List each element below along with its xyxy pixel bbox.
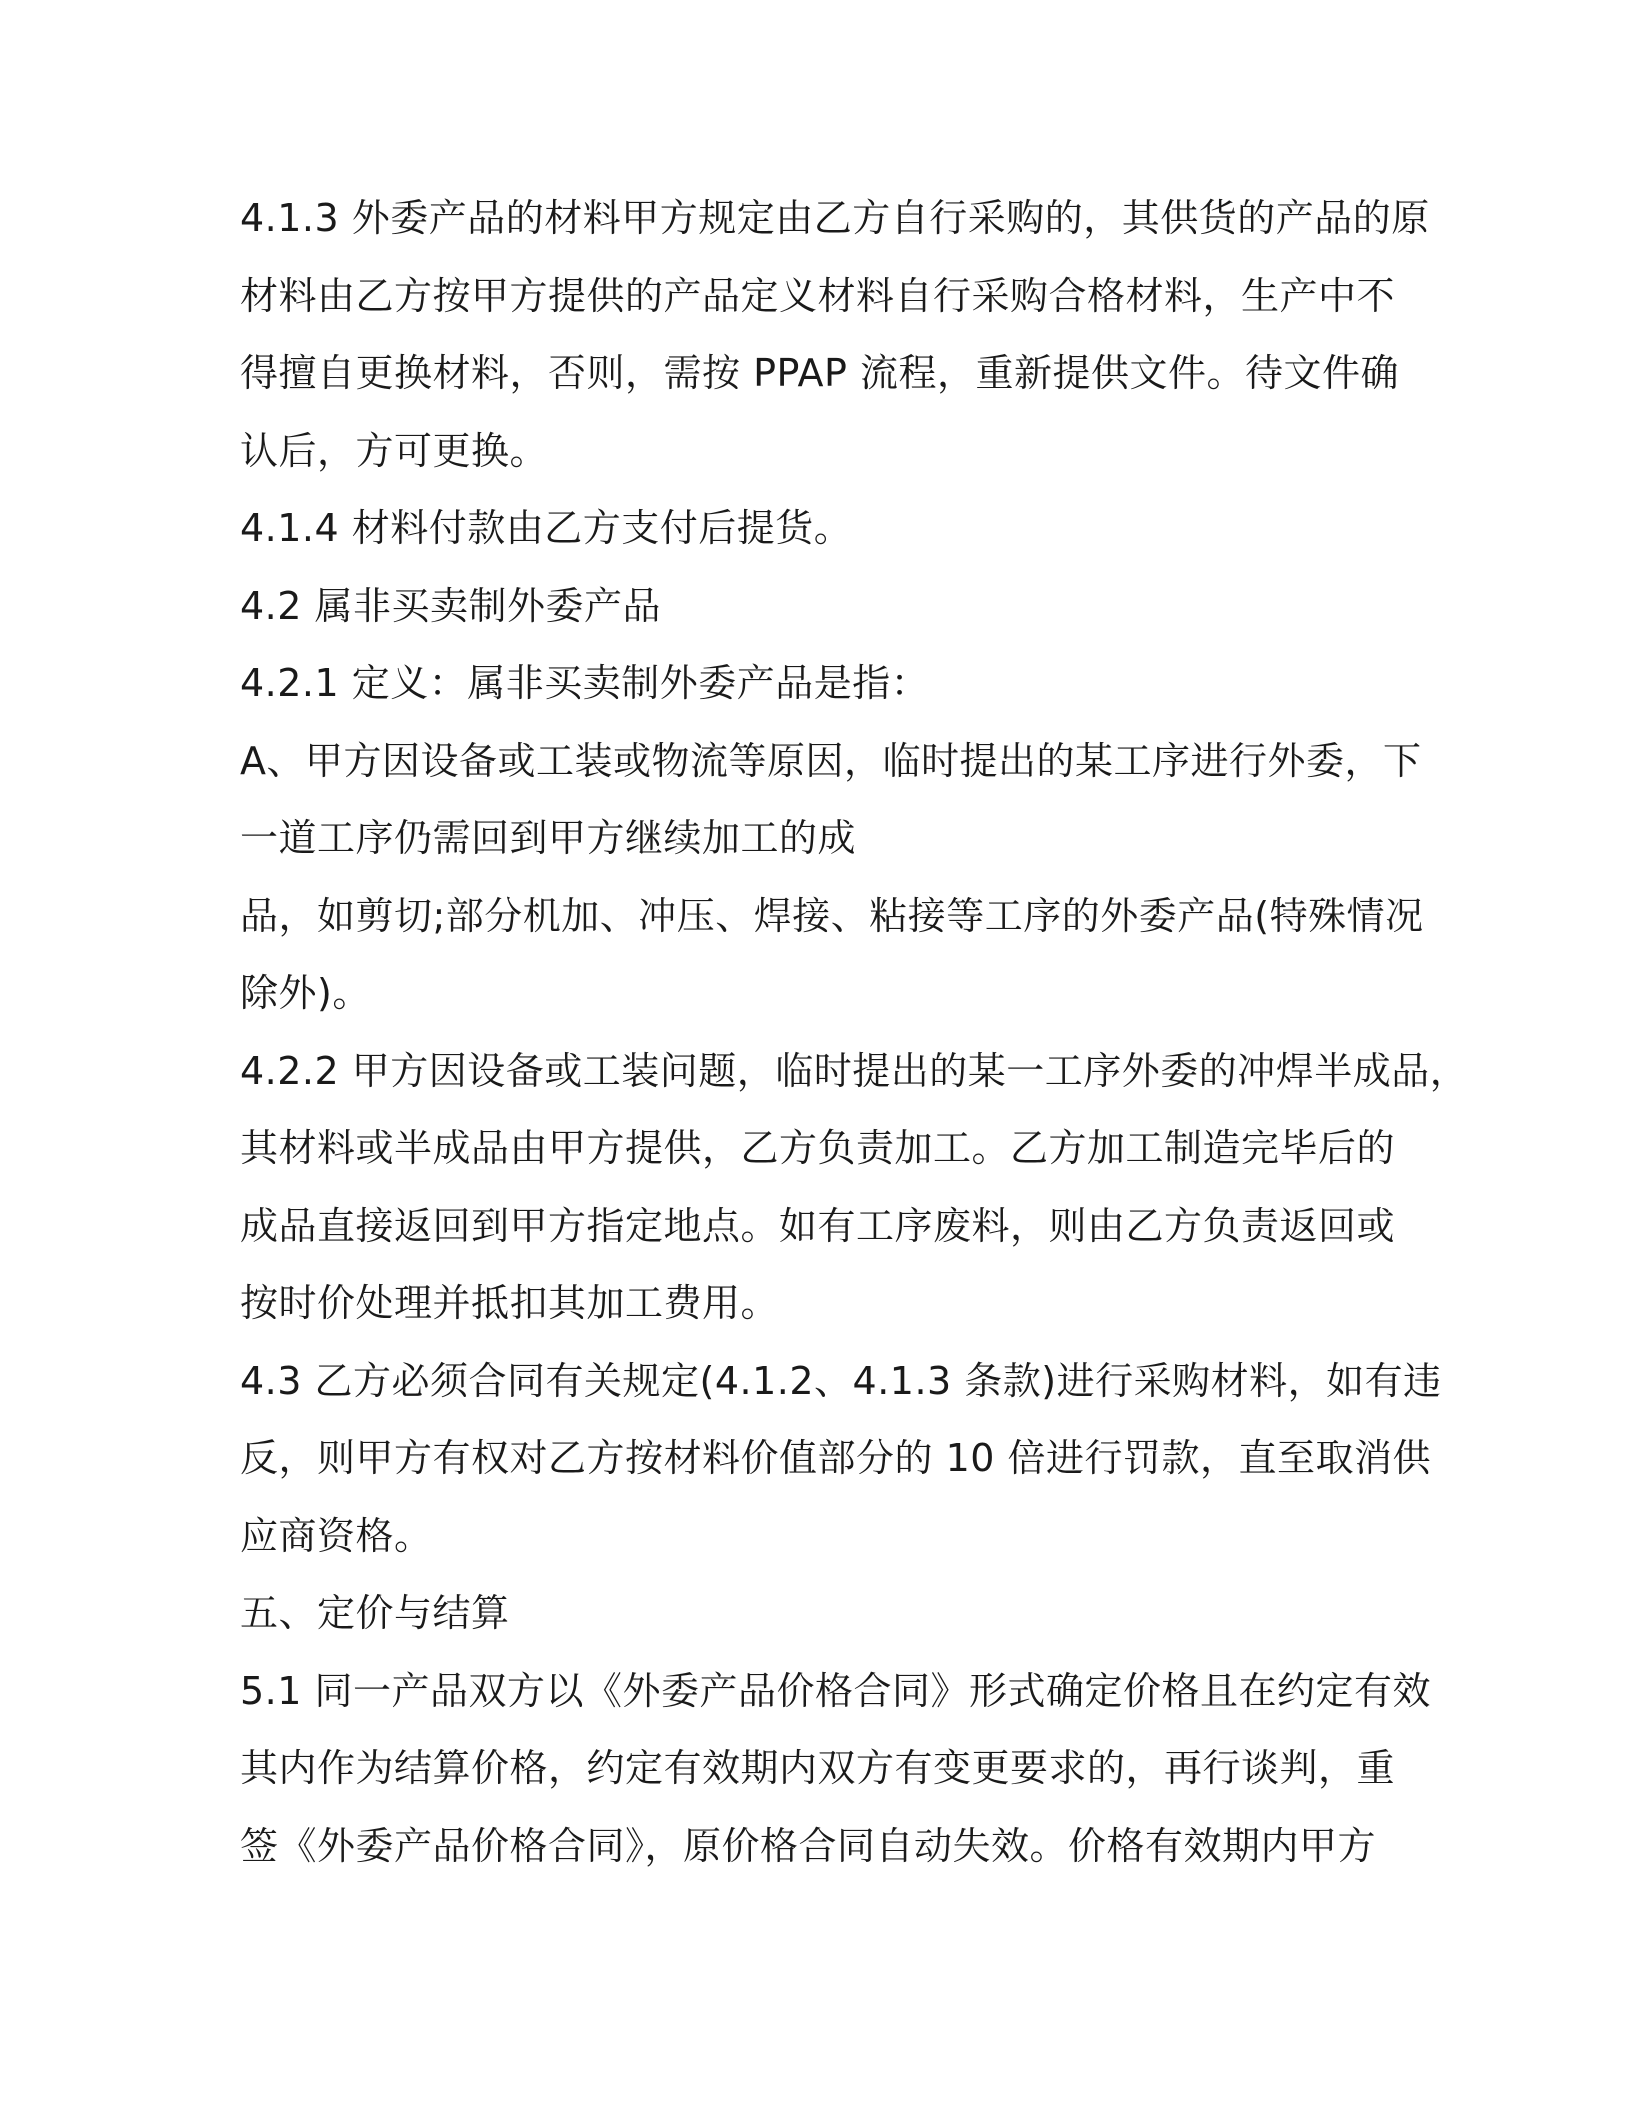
- text-line: 一道工序仍需回到甲方继续加工的成: [240, 816, 857, 860]
- text-line: 认后，方可更换。: [240, 428, 549, 473]
- text-line: 4.3 乙方必须合同有关规定(4.1.2、4.1.3 条款)进行采购材料，如有违: [240, 1358, 1442, 1403]
- text-line: 品，如剪切;部分机加、冲压、焊接、粘接等工序的外委产品(特殊情况: [240, 893, 1424, 938]
- text-line: 成品直接返回到甲方指定地点。如有工序废料，则由乙方负责返回或: [240, 1203, 1396, 1248]
- text-line: 4.1.3 外委产品的材料甲方规定由乙方自行采购的，其供货的产品的原: [240, 196, 1430, 240]
- text-line: 除外)。: [240, 971, 371, 1015]
- text-line: 5.1 同一产品双方以《外委产品价格合同》形式确定价格且在约定有效: [240, 1668, 1432, 1713]
- text-line: 得擅自更换材料，否则，需按 PPAP 流程，重新提供文件。待文件确: [240, 351, 1399, 395]
- section-heading: 4.2 属非买卖制外委产品: [240, 583, 662, 628]
- text-line: 其材料或半成品由甲方提供，乙方负责加工。乙方加工制造完毕后的: [240, 1126, 1396, 1170]
- text-line: A、甲方因设备或工装或物流等原因，临时提出的某工序进行外委，下: [240, 738, 1422, 783]
- text-line: 反，则甲方有权对乙方按材料价值部分的 10 倍进行罚款，直至取消供: [240, 1436, 1432, 1480]
- text-line: 签《外委产品价格合同》，原价格合同自动失效。价格有效期内甲方: [240, 1823, 1377, 1868]
- text-line: 4.1.4 材料付款由乙方支付后提货。: [240, 506, 853, 550]
- text-line: 材料由乙方按甲方提供的产品定义材料自行采购合格材料，生产中不: [240, 273, 1396, 318]
- text-line: 按时价处理并抵扣其加工费用。: [240, 1281, 780, 1325]
- chapter-heading: 五、定价与结算: [240, 1591, 510, 1635]
- document-body: [240, 188, 1469, 1893]
- text-line: 应商资格。: [240, 1513, 433, 1558]
- text-line: 4.2.2 甲方因设备或工装问题，临时提出的某一工序外委的冲焊半成品，: [240, 1048, 1469, 1093]
- text-line: 其内作为结算价格，约定有效期内双方有变更要求的，再行谈判，重: [240, 1746, 1396, 1790]
- text-line: 4.2.1 定义：属非买卖制外委产品是指：: [240, 661, 930, 705]
